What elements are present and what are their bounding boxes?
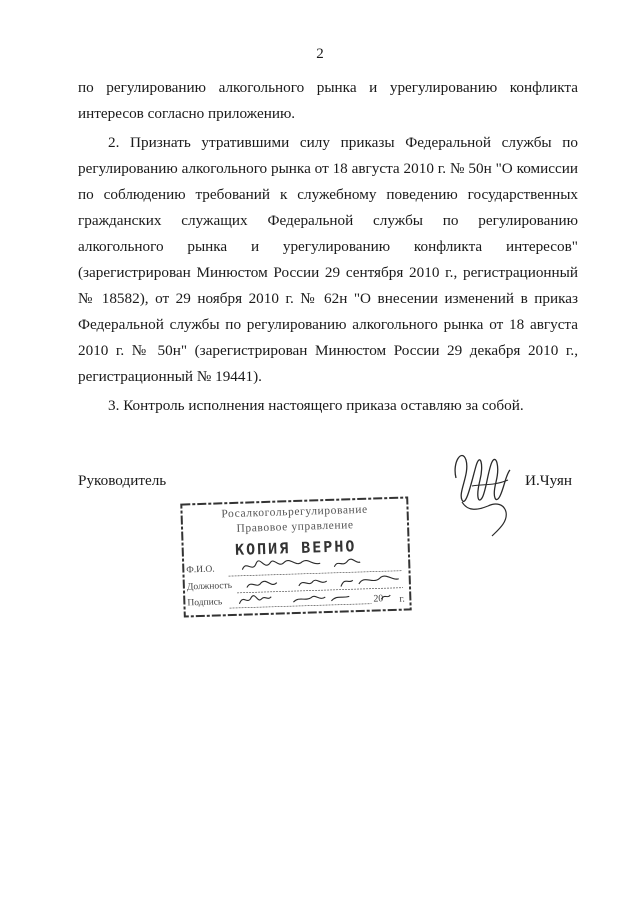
stamp-signature-label: Подпись (187, 597, 223, 609)
stamp-department: Правовое управление (236, 519, 354, 535)
signatory-name: И.Чуян (525, 472, 572, 489)
stamp-year-end: г. (399, 593, 406, 605)
body-line: алкогольного рынка и урегулированию конфликта интересов" (78, 238, 578, 255)
body-line: № 18582), от 29 ноября 2010 г. № 62н "О внесении изменений в приказ (78, 290, 578, 307)
body-line: Федеральной службы по регулированию алкогольного рынка от 18 августа (78, 316, 578, 333)
signatory-title: Руководитель (78, 472, 167, 489)
body-line: интересов согласно приложению. (78, 105, 296, 122)
stamp-fio-label: Ф.И.О. (186, 564, 215, 576)
body-line: регулированию алкогольного рынка от 18 августа 2010 г. № 50н "О комиссии (78, 160, 578, 177)
body-line: 3. Контроль исполнения настоящего приказа оставляю за собой. (108, 397, 524, 414)
certification-stamp (178, 494, 414, 619)
page-number: 2 (316, 46, 324, 62)
body-line: по соблюдению требований к служебному поведению государственных (78, 186, 578, 203)
stamp-year-prefix: 20 (373, 593, 384, 605)
stamp-copy-certified: КОПИЯ ВЕРНО (234, 537, 357, 559)
body-line: по регулированию алкогольного рынка и урегулированию конфликта (78, 79, 578, 96)
stamp-position-label: Должность (186, 581, 233, 593)
stamp-handwriting (178, 494, 414, 619)
body-line: 2. Признать утратившими силу приказы Федеральной службы по (108, 134, 578, 151)
body-line: 2010 г. № 50н" (зарегистрирован Минюстом России 29 декабря 2010 г., (78, 342, 578, 359)
stamp-organization: Росалкогольрегулирование (221, 503, 368, 521)
body-line: (зарегистрирован Минюстом России 29 сентября 2010 г., регистрационный (78, 264, 578, 281)
handwritten-signature (448, 440, 518, 540)
body-line: гражданских служащих Федеральной службы по регулированию (78, 212, 578, 229)
body-line: регистрационный № 19441). (78, 368, 262, 385)
